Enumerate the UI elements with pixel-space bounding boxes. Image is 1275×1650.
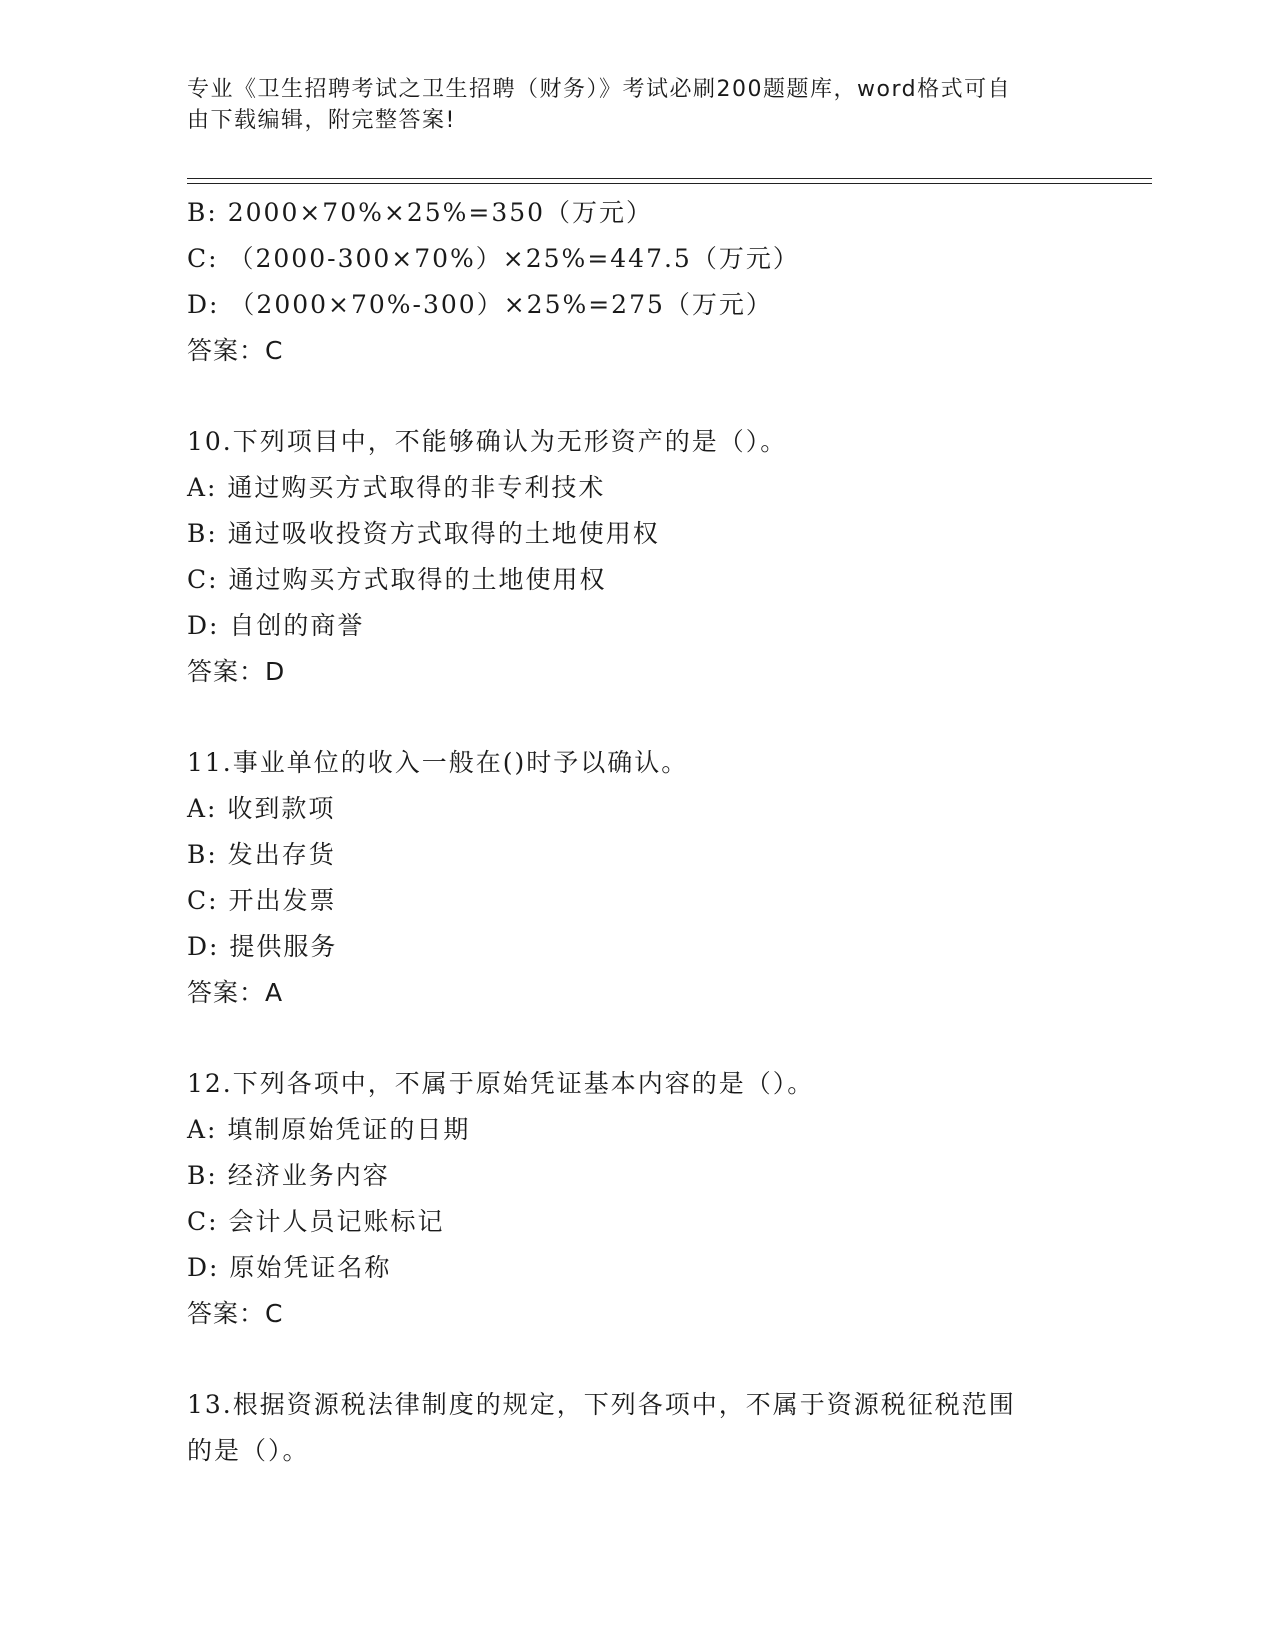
answer: 答案：C	[187, 1299, 284, 1328]
header-line-2: 由下载编辑，附完整答案!	[187, 108, 456, 133]
question-13-block	[187, 1382, 1087, 1474]
answer: 答案：C	[187, 336, 284, 365]
option-d: D: 原始凭证名称	[187, 1253, 392, 1282]
option-a: A: 填制原始凭证的日期	[187, 1115, 471, 1144]
option-b: B: 经济业务内容	[187, 1161, 390, 1190]
option-d: D: 提供服务	[187, 932, 338, 961]
question-9-block	[187, 190, 1087, 374]
document-body	[187, 190, 1087, 1474]
option-b: B: 发出存货	[187, 840, 336, 869]
spacer	[187, 374, 1087, 419]
option-b: B: 2000×70%×25%=350（万元）	[187, 198, 654, 227]
question-text-line-2: 的是（）。	[187, 1436, 310, 1465]
option-a: A: 收到款项	[187, 794, 336, 823]
document-header	[187, 74, 1067, 136]
spacer	[187, 695, 1087, 740]
question-10-block	[187, 419, 1087, 695]
header-line-1: 专业《卫生招聘考试之卫生招聘（财务）》考试必刷200题题库，word格式可自	[187, 77, 1012, 102]
question-text-line-1: 13.根据资源税法律制度的规定，下列各项中，不属于资源税征税范围	[187, 1390, 1016, 1419]
spacer	[187, 1337, 1087, 1382]
question-text: 12.下列各项中，不属于原始凭证基本内容的是（）。	[187, 1069, 815, 1098]
option-c: C: 开出发票	[187, 886, 337, 915]
question-12-block	[187, 1061, 1087, 1337]
option-a: A: 通过购买方式取得的非专利技术	[187, 473, 606, 502]
header-divider-top	[187, 178, 1152, 179]
answer: 答案：D	[187, 657, 286, 686]
option-b: B: 通过吸收投资方式取得的土地使用权	[187, 519, 660, 548]
answer: 答案：A	[187, 978, 284, 1007]
option-c: C: （2000-300×70%）×25%=447.5（万元）	[187, 244, 800, 273]
header-divider-bottom	[187, 183, 1152, 184]
option-c: C: 通过购买方式取得的土地使用权	[187, 565, 607, 594]
option-d: D: 自创的商誉	[187, 611, 365, 640]
question-text: 11.事业单位的收入一般在()时予以确认。	[187, 748, 689, 777]
option-d: D: （2000×70%-300）×25%=275（万元）	[187, 290, 773, 319]
question-text: 10.下列项目中，不能够确认为无形资产的是（）。	[187, 427, 788, 456]
question-11-block	[187, 740, 1087, 1016]
spacer	[187, 1016, 1087, 1061]
option-c: C: 会计人员记账标记	[187, 1207, 445, 1236]
